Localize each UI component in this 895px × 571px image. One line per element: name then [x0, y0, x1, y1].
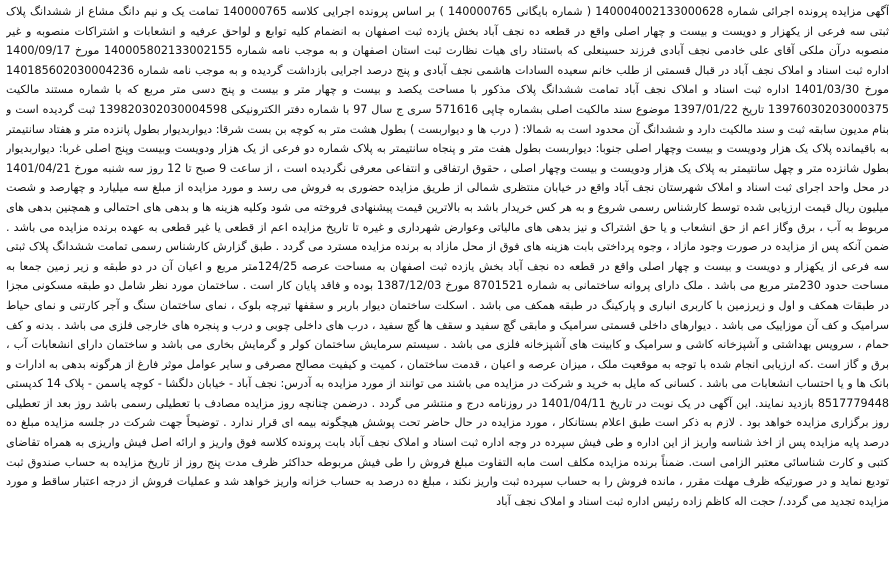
- notice-body: آگهی مزایده پرونده اجرائی شماره 140004002133000628 ( شماره بایگانی 140000765 ) بر اساس پرونده اجرایی کلاسه 140000765 تمامت یک و نیم دانگ مشاع از ششدانگ پلاک ثبتی سه فرعی از یکهزار و دویست و بیست و چهار اصلی واقع در قطعه ده نجف آباد بخش یازده ثبت اصفهان به انضمام کلیه توابع و لواحق عرفیه و انشعابات و اشتراکات منصوبه و غیر منصوبه درآن ملکی آقای علی خادمی نجف آبادی فرزند حسینعلی که باستناد رای هیات نظارت ثبت استان اصفهان و به موجب نامه شماره 140005802133002155 مورخ 1400/09/17 اداره ثبت اسناد و املاک نجف آباد در قبال قسمتی از طلب خانم سعیده السادات هاشمی نجف آبادی و پنج درصد اجرایی بازداشت گردیده و به موجب نامه شماره 140185602030004236 مورخ 1401/03/30 اداره ثبت اسناد و املاک نجف آباد تمامت ششدانگ پلاک مذکور با مساحت یکصد و بیست و چهار متر و بیست و پنج دسی متر مربع که با شماره مستند مالکیت 13976030203000375 تاریخ 1397/01/22 موضوع سند مالکیت اصلی بشماره چاپی 571616 سری ج سال 97 با شماره دفتر الکترونیکی 139820302030004598 ثبت گردیده است و بنام مدیون سابقه ثبت و سند مالکیت دارد و ششدانگ آن محدود است به شمالا: ( درب ها و دیواربست ) بطول هشت متر به کوچه بن بست شرقا: دیواربدیوار بطول پانزده متر و هفتاد سانتیمتر به باقیمانده پلاک یک هزار ودویست و بیست وچهار اصلی جنوبا: دیواربست بطول هفت متر و پنجاه سانتیمتر به پلاک شماره دو فرعی از یک هزار ودویست وبیست وپنج اصلی غربا: دیواربدیوار بطول شانزده متر و چهل سانتیمتر به پلاک یک هزار ودویست و بیست وچهار اصلی ، حقوق ارتفاقی و انتفاعی معرفی نگردیده است ، از ساعت 9 صبح تا 12 روز سه شنبه مورخ 1401/04/21 در محل واحد اجرای ثبت اسناد و املاک شهرستان نجف آباد واقع در خیابان منتظری شمالی از طریق مزایده حضوری به فروش می رسد و مورد مزایده از مبلغ سه میلیارد و چهارصد و شصت میلیون ریال قیمت ارزیابی شده توسط کارشناس رسمی شروع و به هر کس خریدار باشد به بالاترین قیمت پیشنهادی فروخته می شود وکلیه هزینه ها و بدهی های احتمالی و همچنین بدهی های مربوط به آب ، برق وگاز اعم از حق انشعاب و یا حق اشتراک و نیز بدهی های مالیاتی وعوارض شهرداری و غیره تا تاریخ مزایده اعم از قطعی یا غیر قطعی به عهده برنده مزایده می باشد . ضمن آنکه پس از مزایده در صورت وجود مازاد ، وجوه پرداختی بابت هزینه های فوق از محل مازاد به برنده مزایده مسترد می گردد . طبق گزارش کارشناس رسمی تمامت ششدانگ پلاک ثبتی سه فرعی از یکهزار و دویست و بیست و چهار اصلی واقع در قطعه ده نجف آباد بخش یازده ثبت اصفهان به مساحت عرصه 124/25متر مربع و اعیان آن در دو طبقه و زیر زمین جمعا به مساحت حدود 230متر مربع می باشد . ملک دارای پروانه ساختمانی به شماره 8701521 مورخ 1387/12/03 بوده و فاقد پایان کار است . ساختمان مورد نظر شامل دو طبقه مسکونی مجزا در طبقات همکف و اول و زیرزمین با کاربری انباری و پارکینگ در طبقه همکف می باشد . اسکلت ساختمان دیوار باربر و سقفها تیرچه بلوک ، نمای ساختمان سنگ و آجر کارتنی و نمای حیاط سرامیک و کف آن موزاییک می باشد . دیوارهای داخلی قسمتی سرامیک و مابقی گچ سفید و سقف ها گچ سفید ، درب های داخلی چوبی و درب و پنجره های خارجی فلزی می باشد . بدنه و کف حمام ، سرویس بهداشتی و آشپزخانه کاشی و سرامیک و کابینت های آشپزخانه فلزی می باشد . سیستم سرمایش ساختمان کولر و گرمایش بخاری می باشد و ساختمان دارای انشعابات آب ، برق و گاز است .که ارزیابی انجام شده با توجه به موقعیت ملک ، میزان عرصه و اعیان ، قدمت ساختمان ، کمیت و کیفیت مصالح مصرفی و سایر عوامل موثر فارغ از هرگونه بدهی به ادارات و بانک ها و یا احتساب انشعابات می باشد . کسانی که مایل به خرید و شرکت در مزایده می باشند می توانند از مورد مزایده به آدرس: نجف آباد - خیابان دلگشا - کوچه یاسمن - پلاک 14 کدپستی 8517779448 بازدید نمایند. این آگهی در یک نوبت در تاریخ 1401/04/11 در روزنامه درج و منتشر می گردد . درضمن چنانچه روز مزایده مصادف با تعطیلی رسمی باشد روز بعد از تعطیلی روز برگزاری مزایده خواهد بود . لازم به ذکر است طبق اعلام بستانکار ، مورد مزایده در حال حاضر تحت پوشش هیچگونه بیمه ای قرار ندارد . توضیحاً جهت شرکت در جلسه مزایده مبلغ ده درصد پایه مزایده پس از اخذ شناسه واریز از این اداره و طی فیش سپرده در وجه اداره ثبت اسناد و املاک نجف آباد بابت پرونده کلاسه فوق واریز و ارائه اصل فیش واریزی به همراه تقاضای کتبی و کارت شناسائی معتبر الزامی است. ضمناً برنده مزایده مکلف است مابه التفاوت مبلغ فروش را طی فیش مربوطه حداکثر ظرف مدت پنج روز از تاریخ مزایده به حساب صندوق ثبت تودیع نماید و در صورتیکه ظرف مهلت مقرر ، مانده فروش را به حساب سپرده ثبت واریز نکند ، مبلغ ده درصد به حساب خزانه واریز خواهد شد و عملیات فروش از درجه اعتبار ساقط و مورد مزایده تجدید می گردد./ حجت اله کاظم زاده رئیس اداره ثبت اسناد و املاک نجف آباد: [6, 5, 889, 508]
- auction-notice: [6, 2, 889, 569]
